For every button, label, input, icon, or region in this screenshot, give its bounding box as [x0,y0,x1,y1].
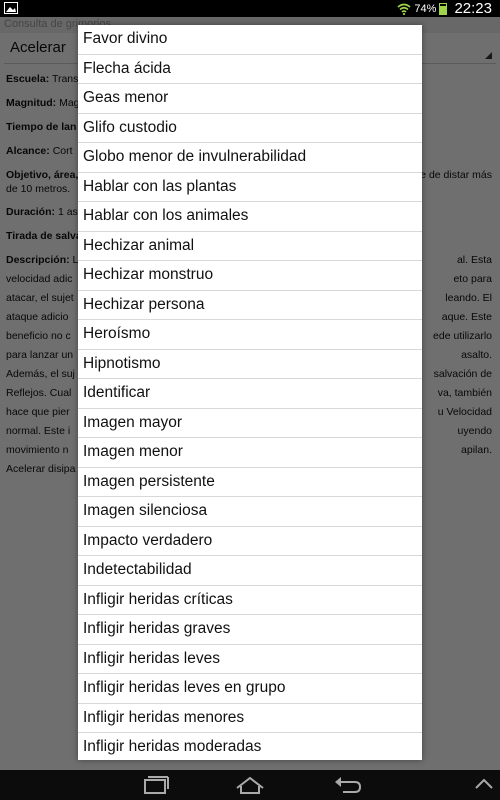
spell-dropdown-list[interactable] [78,25,422,760]
dropdown-option[interactable]: Hechizar monstruo [78,261,422,291]
home-icon[interactable] [230,774,270,796]
dropdown-option[interactable]: Heroísmo [78,320,422,350]
dropdown-option[interactable]: Infligir heridas leves [78,645,422,675]
dropdown-option[interactable]: Impacto verdadero [78,527,422,557]
dropdown-option[interactable]: Globo menor de invulnerabilidad [78,143,422,173]
wifi-icon [397,3,411,15]
chevron-up-icon[interactable] [474,777,494,791]
dropdown-option[interactable]: Hechizar animal [78,232,422,262]
dropdown-option[interactable]: Favor divino [78,25,422,55]
recent-apps-icon[interactable] [135,774,175,796]
dropdown-option[interactable]: Imagen menor [78,438,422,468]
dropdown-option[interactable]: Infligir heridas menores [78,704,422,734]
dropdown-option[interactable]: Infligir heridas graves [78,615,422,645]
status-bar [0,0,500,17]
dropdown-option[interactable]: Infligir heridas moderadas [78,733,422,760]
dropdown-option[interactable]: Imagen mayor [78,409,422,439]
battery-icon [439,3,447,15]
dropdown-option[interactable]: Geas menor [78,84,422,114]
clock: 22:23 [454,0,492,17]
dropdown-option[interactable]: Hablar con las plantas [78,173,422,203]
status-indicators [397,0,492,17]
battery-percent: 74% [414,2,437,15]
dropdown-option[interactable]: Infligir heridas leves en grupo [78,674,422,704]
dropdown-option[interactable]: Infligir heridas críticas [78,586,422,616]
dropdown-option[interactable]: Flecha ácida [78,55,422,85]
image-icon [4,2,18,14]
dropdown-option[interactable]: Hechizar persona [78,291,422,321]
dropdown-option[interactable]: Imagen silenciosa [78,497,422,527]
dropdown-option[interactable]: Indetectabilidad [78,556,422,586]
dropdown-option[interactable]: Hipnotismo [78,350,422,380]
back-icon[interactable] [327,774,367,796]
dropdown-option[interactable]: Hablar con los animales [78,202,422,232]
dropdown-option[interactable]: Identificar [78,379,422,409]
navigation-bar [0,770,500,800]
dropdown-option[interactable]: Glifo custodio [78,114,422,144]
dropdown-option[interactable]: Imagen persistente [78,468,422,498]
